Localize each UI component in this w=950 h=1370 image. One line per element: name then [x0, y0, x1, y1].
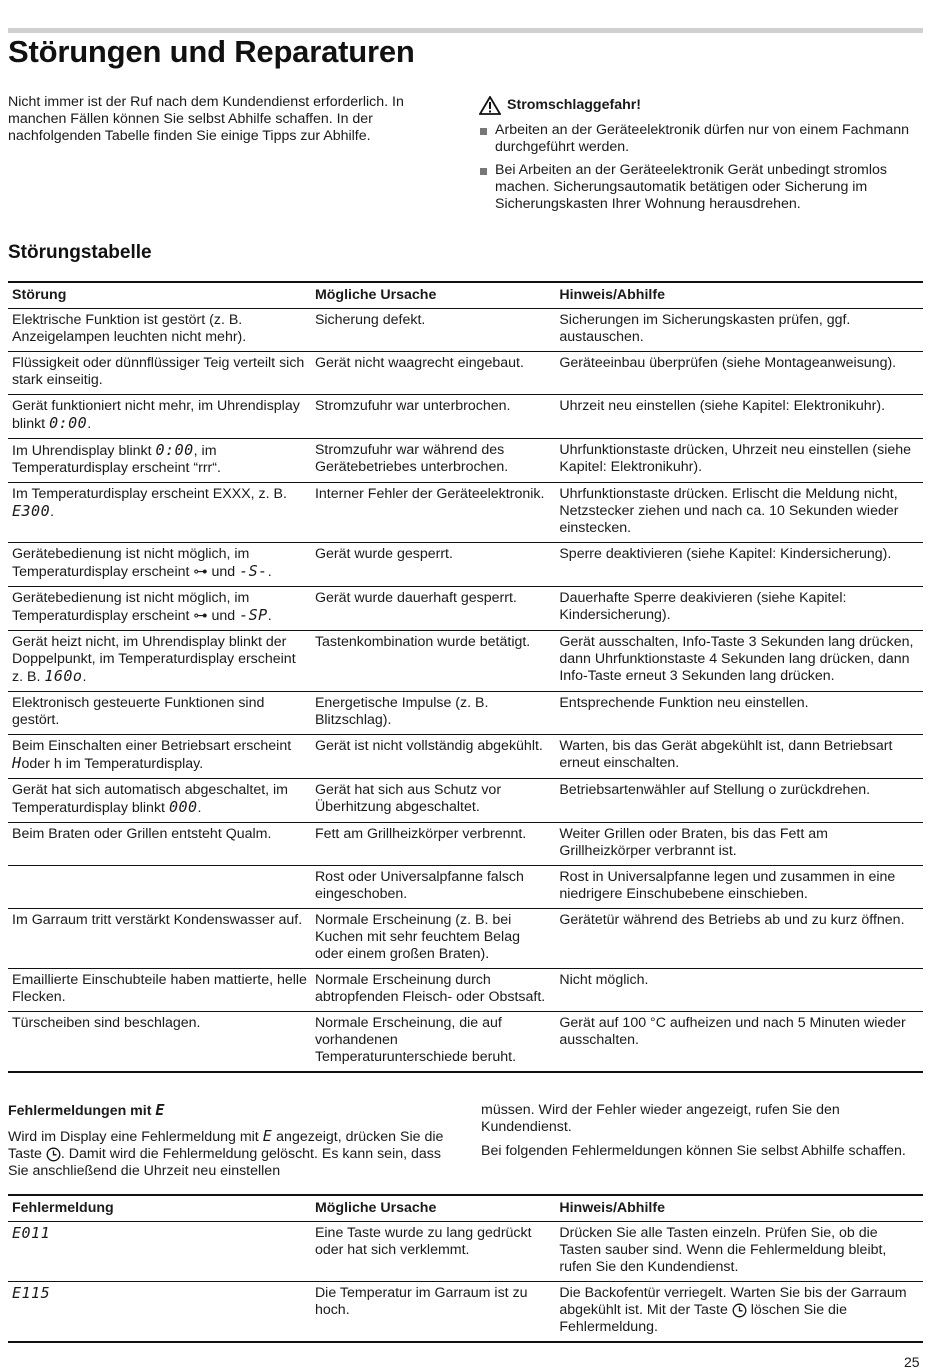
remedy-cell: Die Backofentür verriegelt. Warten Sie bis der Garraum abgekühlt ist. Mit der Taste löschen Sie die Fehlermeldung.: [555, 1282, 923, 1343]
display-code: E: [155, 1101, 165, 1119]
column-header: Hinweis/Abhilfe: [555, 1195, 923, 1222]
cause-cell: Normale Erscheinung, die auf vorhandenen Temperaturunterschiede beruht.: [311, 1012, 555, 1073]
remedy-cell: Warten, bis das Gerät abgekühlt ist, dann Betriebsart erneut einschalten.: [555, 735, 923, 779]
table-row: [8, 866, 923, 909]
problem-cell: Gerät funktioniert nicht mehr, im Uhrendisplay blinkt 0:00.: [8, 395, 311, 439]
problem-cell: Im Garraum tritt verstärkt Kondenswasser auf.: [8, 909, 311, 969]
table-row: [8, 779, 923, 823]
cause-cell: Stromzufuhr war unterbrochen.: [311, 395, 555, 439]
problem-cell: Beim Einschalten einer Betriebsart erscheint Hoder h im Temperaturdisplay.: [8, 735, 311, 779]
page-title: Störungen und Reparaturen: [8, 34, 415, 69]
table-row: [8, 395, 923, 439]
warning-title: Stromschlaggefahr!: [507, 97, 642, 113]
display-code: 000: [168, 798, 198, 816]
cause-cell: Rost oder Universalpfanne falsch eingeschoben.: [311, 866, 555, 909]
table-row: [8, 483, 923, 543]
table-row: [8, 1012, 923, 1073]
error-code: E011: [12, 1224, 51, 1242]
remedy-cell: Dauerhafte Sperre deakivieren (siehe Kapitel: Kindersicherung).: [555, 587, 923, 631]
table-row: [8, 543, 923, 587]
remedy-cell: Uhrfunktionstaste drücken. Erlischt die Meldung nicht, Netzstecker ziehen und nach ca. 10 Sekunden wieder einstecken.: [555, 483, 923, 543]
clock-key-icon: [732, 1303, 747, 1318]
remedy-cell: Uhrzeit neu einstellen (siehe Kapitel: Elektronikuhr).: [555, 395, 923, 439]
display-code: 0:00: [49, 414, 88, 432]
cause-cell: Normale Erscheinung (z. B. bei Kuchen mit sehr feuchtem Belag oder einem großen Braten).: [311, 909, 555, 969]
remedy-cell: Betriebsartenwähler auf Stellung o zurückdrehen.: [555, 779, 923, 823]
display-code: H: [12, 754, 22, 772]
page-number: 25: [904, 1354, 920, 1370]
problem-cell: Gerät heizt nicht, im Uhrendisplay blinkt der Doppelpunkt, im Temperaturdisplay erscheint z. B. 160o.: [8, 631, 311, 692]
problem-cell: Emaillierte Einschubteile haben mattierte, helle Flecken.: [8, 969, 311, 1012]
warning-box: [479, 96, 929, 219]
warning-list: [479, 122, 929, 213]
problem-cell: Im Temperaturdisplay erscheint EXXX, z. B. E300.: [8, 483, 311, 543]
table-header-row: [8, 1195, 923, 1222]
remedy-cell: Sperre deaktivieren (siehe Kapitel: Kindersicherung).: [555, 543, 923, 587]
error-section-right: [481, 1102, 921, 1167]
remedy-cell: Entsprechende Funktion neu einstellen.: [555, 692, 923, 735]
top-rule: [8, 28, 923, 33]
cause-cell: Die Temperatur im Garraum ist zu hoch.: [311, 1282, 555, 1343]
display-code: 0:00: [155, 441, 194, 459]
column-header: Hinweis/Abhilfe: [555, 282, 923, 309]
error-section-text: Wird im Display eine Fehlermeldung mit E angezeigt, drücken Sie die Taste . Damit wird die Fehlermeldung gelöscht. Es kann sein, dass Sie anschließend die Uhrzeit neu einstellen: [8, 1127, 444, 1179]
remedy-cell: Gerät ausschalten, Info-Taste 3 Sekunden lang drücken, dann Uhrfunktionstaste 4 Sekunden lang drücken, dann Info-Taste erneut 3 Sekunden lang drücken.: [555, 631, 923, 692]
remedy-cell: Geräteeinbau überprüfen (siehe Montageanweisung).: [555, 352, 923, 395]
clock-key-icon: [46, 1147, 61, 1162]
error-section-text: Bei folgenden Fehlermeldungen können Sie selbst Abhilfe schaffen.: [481, 1143, 906, 1159]
cause-cell: Sicherung defekt.: [311, 309, 555, 352]
cause-cell: Normale Erscheinung durch abtropfenden Fleisch- oder Obstsaft.: [311, 969, 555, 1012]
problem-cell: Gerät hat sich automatisch abgeschaltet, im Temperaturdisplay blinkt 000.: [8, 779, 311, 823]
table-row: [8, 631, 923, 692]
display-code: -S-: [239, 562, 268, 580]
display-code: -SP: [239, 606, 268, 624]
remedy-cell: Gerät auf 100 °C aufheizen und nach 5 Minuten wieder ausschalten.: [555, 1012, 923, 1073]
problem-cell: Flüssigkeit oder dünnflüssiger Teig verteilt sich stark einseitig.: [8, 352, 311, 395]
table-row: [8, 352, 923, 395]
cause-cell: Stromzufuhr war während des Gerätebetriebes unterbrochen.: [311, 439, 555, 483]
cause-cell: Tastenkombination wurde betätigt.: [311, 631, 555, 692]
intro-text: Nicht immer ist der Ruf nach dem Kundendienst erforderlich. In manchen Fällen können Sie selbst Abhilfe schaffen. In der nachfolgenden Tabelle finden Sie einige Tipps zur Abhilfe.: [8, 94, 404, 144]
table-header-row: [8, 282, 923, 309]
cause-cell: Energetische Impulse (z. B. Blitzschlag).: [311, 692, 555, 735]
table-row: [8, 309, 923, 352]
table-row: [8, 587, 923, 631]
problem-cell: Gerätebedienung ist nicht möglich, im Temperaturdisplay erscheint ⊶ und -SP.: [8, 587, 311, 631]
problem-cell: Im Uhrendisplay blinkt 0:00, im Temperaturdisplay erscheint “rrr“.: [8, 439, 311, 483]
table-row: [8, 1222, 923, 1282]
table-row: [8, 1282, 923, 1343]
problem-cell: [8, 866, 311, 909]
warning-item: Arbeiten an der Geräteelektronik dürfen nur von einem Fachmann durchgeführt werden.: [479, 122, 929, 156]
fault-table: [8, 281, 923, 1073]
cause-cell: Fett am Grillheizkörper verbrennt.: [311, 823, 555, 866]
cause-cell: Gerät wurde dauerhaft gesperrt.: [311, 587, 555, 631]
problem-cell: Beim Braten oder Grillen entsteht Qualm.: [8, 823, 311, 866]
error-code: E115: [12, 1284, 51, 1302]
warning-item: Bei Arbeiten an der Geräteelektronik Gerät unbedingt stromlos machen. Sicherungsautomatik betätigen oder Sicherung im Sicherungskasten Ihrer Wohnung herausdrehen.: [479, 162, 929, 213]
cause-cell: Gerät wurde gesperrt.: [311, 543, 555, 587]
section-title: Störungstabelle: [8, 242, 152, 263]
display-code: E: [262, 1127, 273, 1145]
remedy-cell: Gerätetür während des Betriebs ab und zu kurz öffnen.: [555, 909, 923, 969]
warning-title-row: [479, 96, 929, 115]
table-row: [8, 909, 923, 969]
cause-cell: Interner Fehler der Geräteelektronik.: [311, 483, 555, 543]
table-row: [8, 439, 923, 483]
warning-triangle-icon: [479, 96, 501, 115]
table-row: [8, 823, 923, 866]
remedy-cell: Rost in Universalpfanne legen und zusammen in eine niedrigere Einschubebene einschieben.: [555, 866, 923, 909]
error-table: [8, 1194, 923, 1343]
column-header: Mögliche Ursache: [311, 1195, 555, 1222]
remedy-cell: Nicht möglich.: [555, 969, 923, 1012]
cause-cell: Eine Taste wurde zu lang gedrückt oder hat sich verklemmt.: [311, 1222, 555, 1282]
display-code: E300: [12, 502, 51, 520]
column-header: Fehlermeldung: [8, 1195, 311, 1222]
cause-cell: Gerät ist nicht vollständig abgekühlt.: [311, 735, 555, 779]
remedy-cell: Weiter Grillen oder Braten, bis das Fett am Grillheizkörper verbrannt ist.: [555, 823, 923, 866]
table-row: [8, 692, 923, 735]
column-header: Störung: [8, 282, 311, 309]
problem-cell: Türscheiben sind beschlagen.: [8, 1012, 311, 1073]
problem-cell: Elektrische Funktion ist gestört (z. B. Anzeigelampen leuchten nicht mehr).: [8, 309, 311, 352]
problem-cell: Elektronisch gesteuerte Funktionen sind gestört.: [8, 692, 311, 735]
remedy-cell: Sicherungen im Sicherungskasten prüfen, ggf. austauschen.: [555, 309, 923, 352]
table-row: [8, 735, 923, 779]
display-code: 160o: [44, 667, 83, 685]
table-row: [8, 969, 923, 1012]
column-header: Mögliche Ursache: [311, 282, 555, 309]
error-messages-section: [8, 1102, 458, 1180]
remedy-cell: Uhrfunktionstaste drücken, Uhrzeit neu einstellen (siehe Kapitel: Elektronikuhr).: [555, 439, 923, 483]
remedy-cell: Drücken Sie alle Tasten einzeln. Prüfen Sie, ob die Tasten sauber sind. Wenn die Fehlermeldung bleibt, rufen Sie den Kundendienst.: [555, 1222, 923, 1282]
cause-cell: Gerät hat sich aus Schutz vor Überhitzung abgeschaltet.: [311, 779, 555, 823]
cause-cell: Gerät nicht waagrecht eingebaut.: [311, 352, 555, 395]
error-section-title: Fehlermeldungen mit E: [8, 1101, 165, 1119]
error-section-text: müssen. Wird der Fehler wieder angezeigt, rufen Sie den Kundendienst.: [481, 1102, 840, 1135]
problem-cell: Gerätebedienung ist nicht möglich, im Temperaturdisplay erscheint ⊶ und -S-.: [8, 543, 311, 587]
